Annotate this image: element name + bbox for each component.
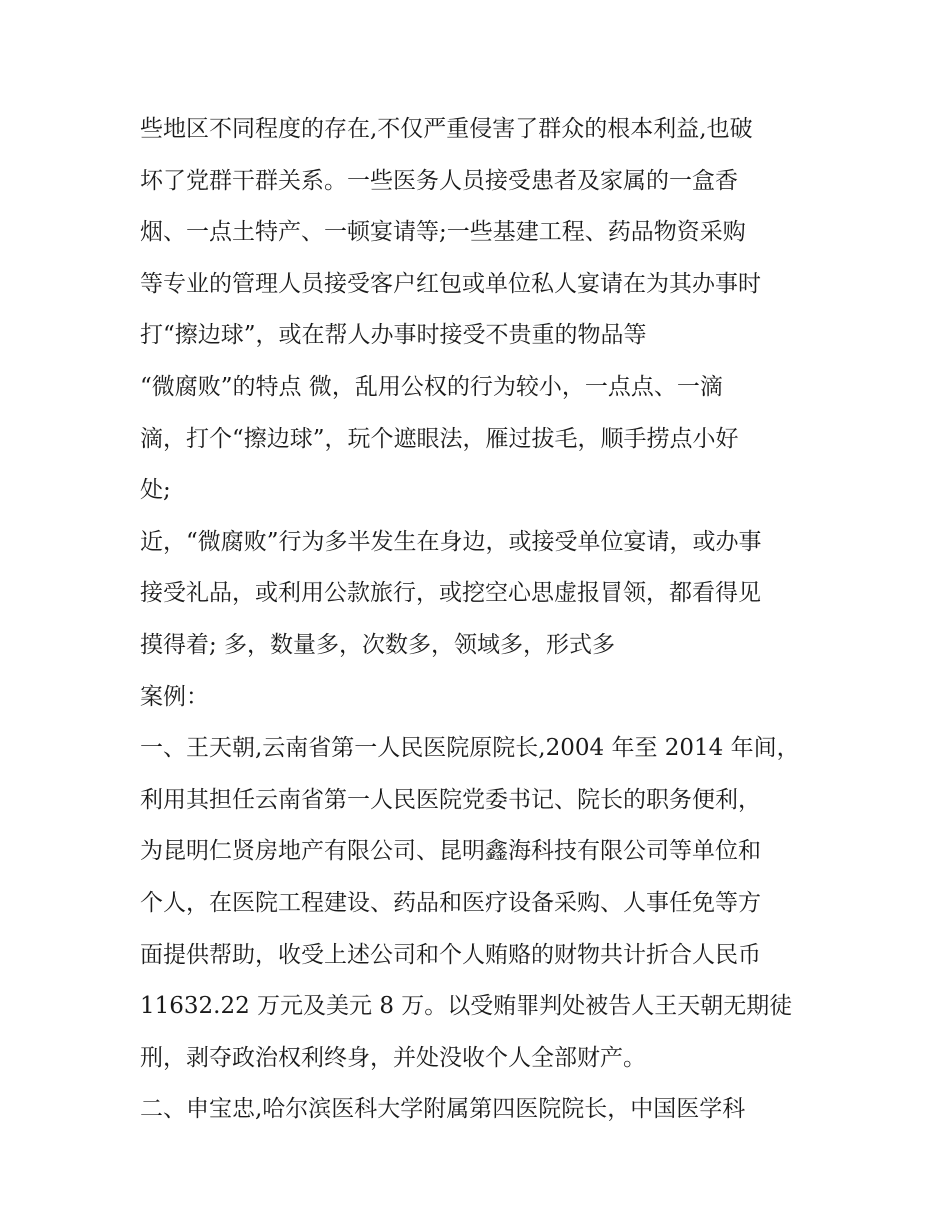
text-line-13: 一、王天朝,云南省第一人民医院原院长,2004 年至 2014 年间， [140, 735, 800, 762]
text-line-20: 二、申宝忠,哈尔滨医科大学附属第四医院院长，中国医学科 [140, 1096, 746, 1123]
text-line-6: “微腐败”的特点 微，乱用公权的行为较小，一点点、一滴 [140, 373, 723, 400]
text-line-2: 坏了党群干群关系。一些医务人员接受患者及家属的一盒香 [140, 167, 738, 194]
text-line-9: 近，“微腐败”行为多半发生在身边，或接受单位宴请，或办事 [140, 528, 762, 555]
text-line-18: 11632.22 万元及美元 8 万。以受贿罪判处被告人王天朝无期徒 [140, 993, 793, 1020]
text-line-5: 打“擦边球”，或在帮人办事时接受不贵重的物品等 [140, 322, 647, 349]
text-line-7: 滴，打个“擦边球”，玩个遮眼法，雁过拔毛，顺手捞点小好 [140, 425, 739, 452]
text-line-8: 处; [140, 477, 171, 504]
text-line-3: 烟、一点土特产、一顿宴请等;一些基建工程、药品物资采购 [140, 219, 746, 246]
text-line-19: 刑，剥夺政治权利终身，并处没收个人全部财产。 [140, 1044, 646, 1071]
text-line-15: 为昆明仁贤房地产有限公司、昆明鑫海科技有限公司等单位和 [140, 838, 761, 865]
text-line-11: 摸得着; 多，数量多，次数多，领域多，形式多 [140, 631, 616, 658]
text-line-14: 利用其担任云南省第一人民医院党委书记、院长的职务便利， [140, 786, 761, 813]
section-heading-cases: 案例： [140, 683, 209, 710]
text-line-17: 面提供帮助，收受上述公司和个人贿赂的财物共计折合人民币 [140, 941, 761, 968]
text-line-16: 个人，在医院工程建设、药品和医疗设备采购、人事任免等方 [140, 889, 761, 916]
text-line-4: 等专业的管理人员接受客户红包或单位私人宴请在为其办事时 [140, 270, 761, 297]
text-line-10: 接受礼品，或利用公款旅行，或挖空心思虚报冒领，都看得见 [140, 580, 761, 607]
document-body [140, 104, 820, 1136]
text-line-1: 些地区不同程度的存在,不仅严重侵害了群众的根本利益,也破 [140, 116, 753, 142]
